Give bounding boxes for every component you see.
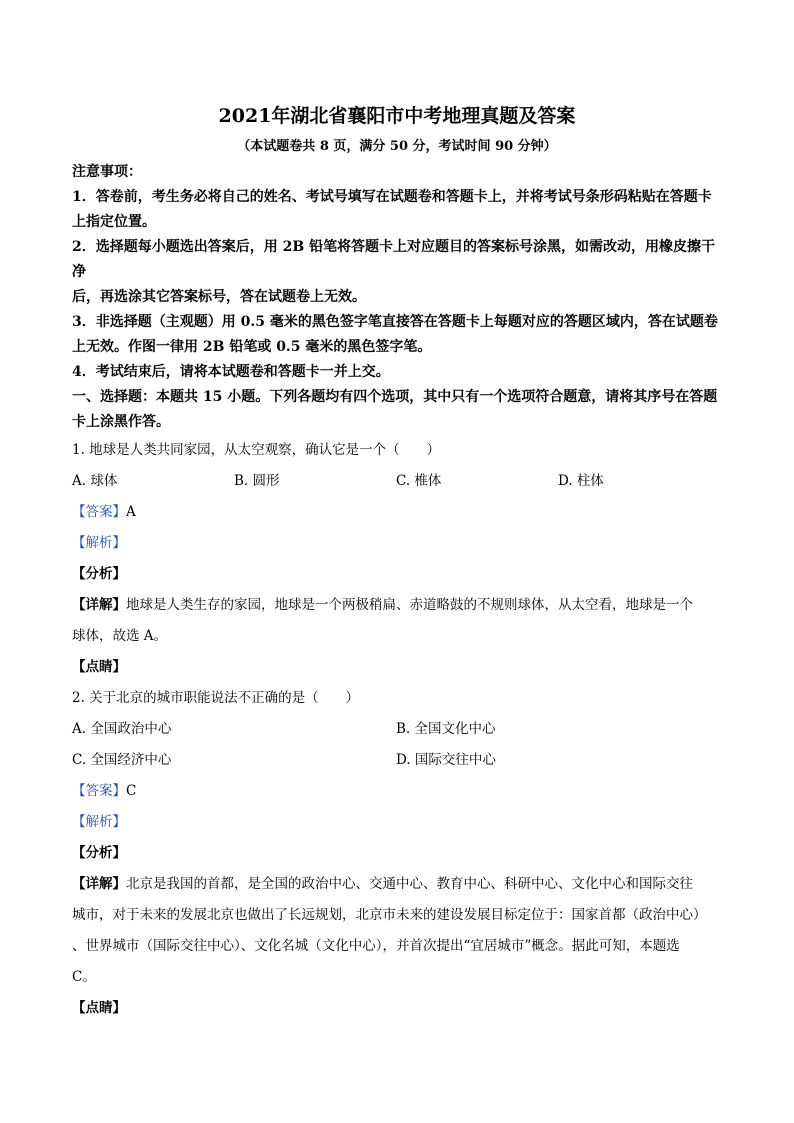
detail-text: 北京是我国的首都，是全国的政治中心、交通中心、教育中心、科研中心、文化中心和国际交往 [126,876,693,892]
detail-tag: 【详解】 [72,876,126,892]
answer-value: C [126,783,137,799]
question-2-detail-line: 城市，对于未来的发展北京也做出了长远规划，北京市未来的建设发展目标定位于：国家首都（政治中心） [72,907,707,923]
question-2-answer [72,776,722,807]
section-heading-line: 一、选择题：本题共 15 小题。下列各题均有四个选项，其中只有一个选项符合题意，请将其序号在答题 [72,389,718,405]
notice-line: 1．答卷前，考生务必将自己的姓名、考试号填写在试题卷和答题卡上，并将考试号条形码粘贴在答题卡 [72,189,712,205]
question-1-detail-line: 球体，故选 A。 [72,628,168,644]
option-b: B. 全国文化中心 [396,721,496,737]
option-c: C. 椎体 [396,473,442,489]
question-1-fenxi-tag: 【分析】 [72,566,126,582]
notice-line: 2．选择题每小题选出答案后，用 2B 铅笔将答题卡上对应题目的答案标号涂黑，如需改动，用橡皮擦干净 [72,239,716,280]
answer-tag: 【答案】 [72,504,126,520]
question-2-fenxi-tag: 【分析】 [72,845,126,861]
document-title: 2021年湖北省襄阳市中考地理真题及答案 [218,105,576,127]
question-2-stem: 2. 关于北京的城市职能说法不正确的是（ ） [72,690,360,706]
question-2-analysis-tag: 【解析】 [72,814,126,830]
question-1-analysis-tag: 【解析】 [72,535,126,551]
question-1-answer [72,497,722,528]
notice-line: 3．非选择题（主观题）用 0.5 毫米的黑色签字笔直接答在答题卡上每题对应的答题区域内，答在试题卷 [72,314,718,330]
document-page [72,100,722,1024]
option-d: D. 国际交往中心 [396,752,496,768]
question-1-dianjing-tag: 【点睛】 [72,659,126,675]
notice-line: 上无效。作图一律用 2B 铅笔或 0.5 毫米的黑色签字笔。 [72,339,432,355]
detail-text: 地球是人类生存的家园，地球是一个两极稍扁、赤道略鼓的不规则球体，从太空看，地球是一个 [126,597,693,613]
section-heading-line: 卡上涂黑作答。 [72,414,170,430]
notice-line: 上指定位置。 [72,214,156,230]
question-2-options-row-1 [72,714,722,745]
question-1-options [72,466,722,497]
question-2-dianjing-tag: 【点睛】 [72,1000,126,1016]
question-1-detail-line [72,590,722,621]
question-2-detail-line: C。 [72,969,96,985]
question-1-stem: 1. 地球是人类共同家园，从太空观察，确认它是一个（ ） [72,442,441,458]
option-d: D. 柱体 [558,473,604,489]
option-c: C. 全国经济中心 [72,752,172,768]
detail-tag: 【详解】 [72,597,126,613]
answer-tag: 【答案】 [72,783,126,799]
document-subtitle: （本试题卷共 8 页，满分 50 分，考试时间 90 分钟） [237,139,557,154]
option-b: B. 圆形 [234,473,280,489]
notice-heading: 注意事项： [72,164,142,180]
option-a: A. 球体 [72,473,118,489]
answer-value: A [126,504,136,520]
notice-line: 后，再选涂其它答案标号，答在试题卷上无效。 [72,289,366,305]
question-2-options-row-2 [72,745,722,776]
option-a: A. 全国政治中心 [72,721,172,737]
notice-line: 4．考试结束后，请将本试题卷和答题卡一并上交。 [72,364,390,380]
question-2-detail-line [72,869,722,900]
question-2-detail-line: 、世界城市（国际交往中心）、文化名城（文化中心），并首次提出“宜居城市”概念。据此可知，本题选 [72,938,680,954]
